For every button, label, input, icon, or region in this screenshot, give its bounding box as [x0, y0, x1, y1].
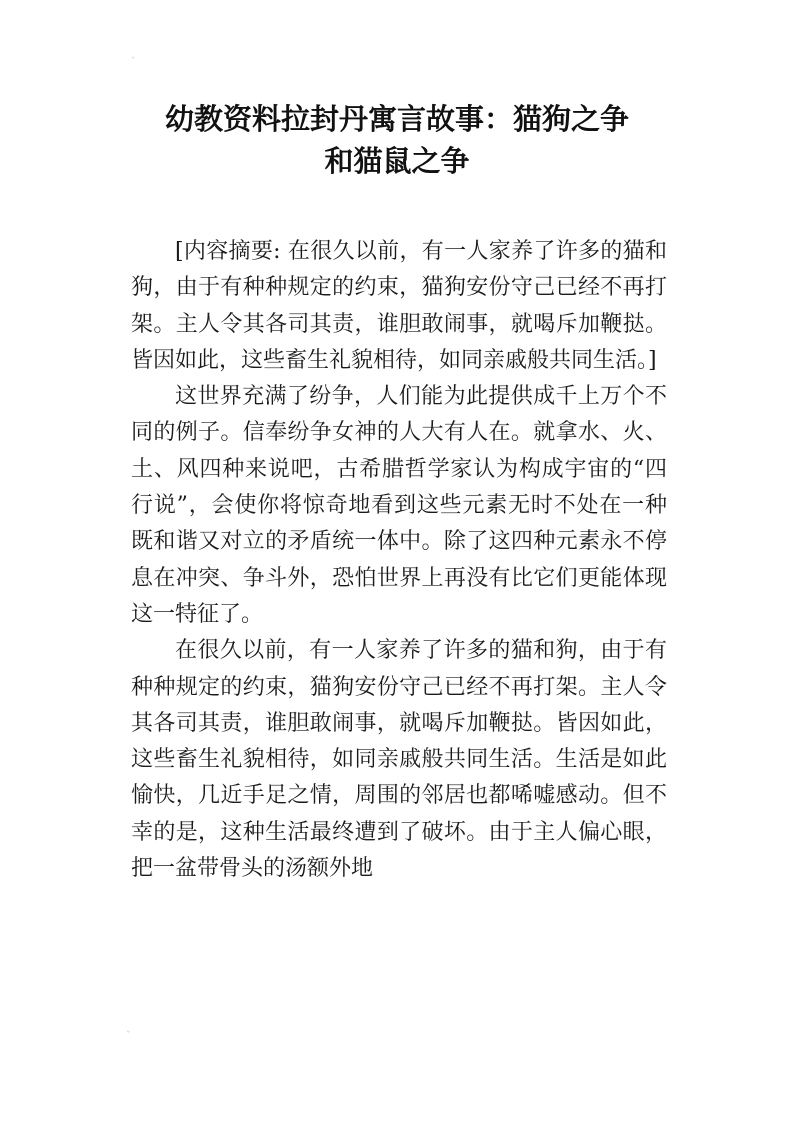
- body-paragraph: 这世界充满了纷争，人们能为此提供成千上万个不同的例子。信奉纷争女神的人大有人在。就拿水、火、土、风四种来说吧，古希腊哲学家认为构成宇宙的“四行说”，会使你将惊奇地看到这些元素无时不处在一种既和谐又对立的矛盾统一体中。除了这四种元素永不停息在冲突、争斗外，恐怕世界上再没有比它们更能体现这一特征了。: [131, 384, 667, 627]
- document-title: [110, 98, 684, 182]
- corner-mark-bottom: ˇ: [126, 1031, 131, 1041]
- document-body: [131, 234, 667, 887]
- body-paragraph: 在很久以前，有一人家养了许多的猫和狗，由于有种种规定的约束，猫狗安份守己已经不再打架。主人令其各司其责，谁胆敢闹事，就喝斥加鞭挞。皆因如此，这些畜生礼貌相待，如同亲戚般共同生活。生活是如此愉快，几近手足之情，周围的邻居也都唏嘘感动。但不幸的是，这种生活最终遭到了破坏。由于主人偏心眼，把一盆带骨头的汤额外地: [131, 638, 667, 882]
- title-line-1: 幼教资料拉封丹寓言故事：猫狗之争: [164, 102, 629, 136]
- title-line-2: 和猫鼠之争: [324, 144, 470, 178]
- corner-mark-top: ˇ: [131, 57, 136, 67]
- summary-paragraph: [内容摘要: 在很久以前，有一人家养了许多的猫和狗，由于有种种规定的约束，猫狗安份守己已经不再打架。主人令其各司其责，谁胆敢闹事，就喝斥加鞭挞。皆因如此，这些畜生礼貌相待，如同亲戚般共同生活。]: [131, 239, 667, 373]
